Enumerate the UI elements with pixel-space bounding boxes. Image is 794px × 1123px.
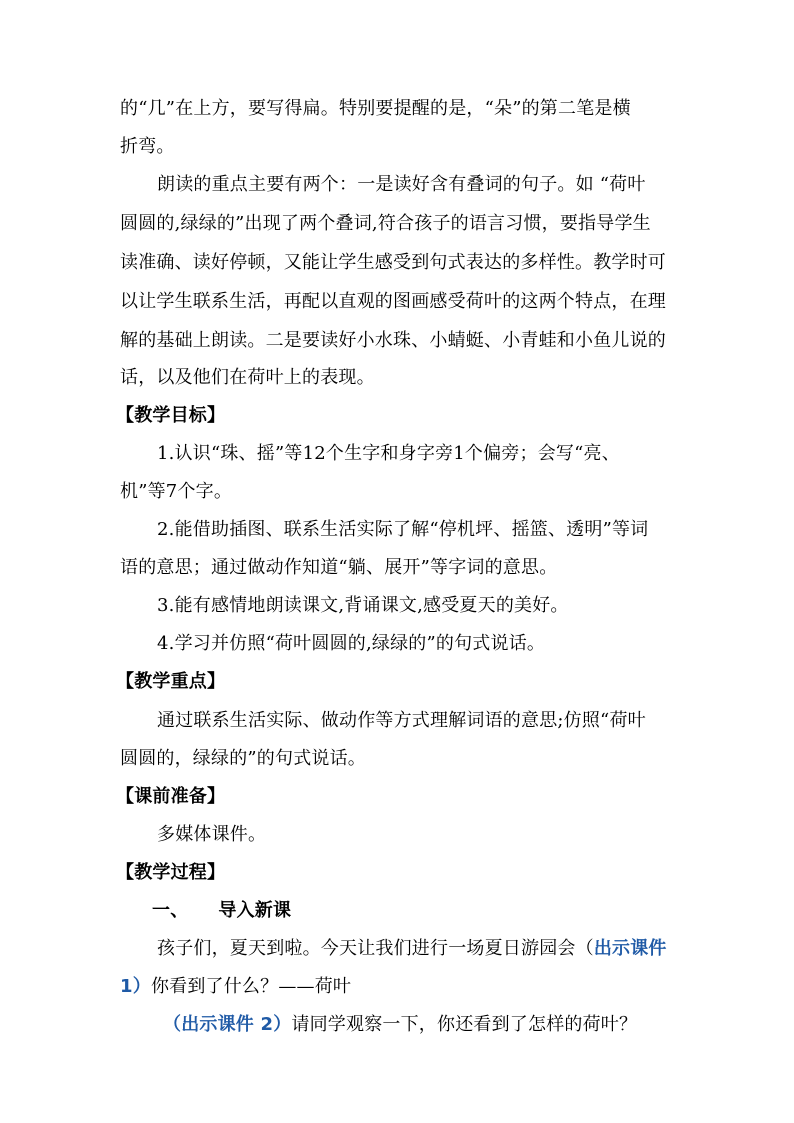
focus-heading: 【教学重点】	[116, 671, 226, 692]
process-p1-answer: 你看到了什么？——荷叶	[150, 976, 352, 997]
section-number: 一、	[152, 900, 189, 921]
goal-line-3: 2.能借助插图、联系生活实际了解“停机坪、摇篮、透明”等词	[157, 519, 649, 540]
reading-line-2: 圆圆的,绿绿的”出现了两个叠词,符合孩子的语言习惯，要指导学生	[120, 213, 651, 234]
process-p2-line	[163, 1014, 637, 1036]
section-heading	[152, 900, 291, 922]
goal-line-2: 机”等7个字。	[120, 481, 233, 502]
reading-line-3: 读准确、读好停顿，又能让学生感受到句式表达的多样性。教学时可	[120, 252, 666, 273]
process-p2-text: 请同学观察一下，你还看到了怎样的荷叶？	[291, 1014, 638, 1035]
courseware-ref-1-num: 1）	[120, 976, 151, 997]
process-p1-line-1	[157, 938, 667, 960]
goals-heading: 【教学目标】	[116, 405, 226, 426]
prep-heading: 【课前准备】	[116, 786, 226, 807]
focus-line-2: 圆圆的，绿绿的”的句式说话。	[120, 748, 367, 769]
intro-line-1: 的“几”在上方，要写得扁。特别要提醒的是，“朵”的第二笔是横	[120, 98, 631, 119]
reading-line-5: 解的基础上朗读。二是要读好小水珠、小蜻蜓、小青蛙和小鱼儿说的	[120, 330, 666, 351]
process-heading: 【教学过程】	[116, 862, 226, 883]
reading-line-6: 话，以及他们在荷叶上的表现。	[120, 367, 375, 388]
courseware-ref-2: （出示课件 2）	[163, 1014, 292, 1035]
process-p1-text: 孩子们，夏天到啦。今天让我们进行一场夏日游园会（	[157, 938, 594, 959]
focus-line-1: 通过联系生活实际、做动作等方式理解词语的意思;仿照“荷叶	[157, 710, 646, 731]
prep-text: 多媒体课件。	[157, 824, 267, 845]
process-p1-line-2	[120, 976, 351, 998]
goal-line-6: 4.学习并仿照“荷叶圆圆的,绿绿的”的句式说话。	[157, 633, 546, 654]
goal-line-4: 语的意思；通过做动作知道“躺、展开”等字词的意思。	[120, 557, 558, 578]
intro-line-2: 折弯。	[120, 136, 175, 157]
goal-line-5: 3.能有感情地朗读课文,背诵课文,感受夏天的美好。	[157, 595, 569, 616]
section-title: 导入新课	[218, 900, 292, 921]
goal-line-1: 1.认识“珠、摇”等12个生字和身字旁1个偏旁；会写“亮、	[157, 443, 620, 464]
reading-line-4: 以让学生联系生活，再配以直观的图画感受荷叶的这两个特点，在理	[120, 291, 666, 312]
courseware-ref-1: 出示课件	[593, 938, 667, 959]
reading-line-1: 朗读的重点主要有两个：一是读好含有叠词的句子。如 “荷叶	[157, 174, 646, 195]
